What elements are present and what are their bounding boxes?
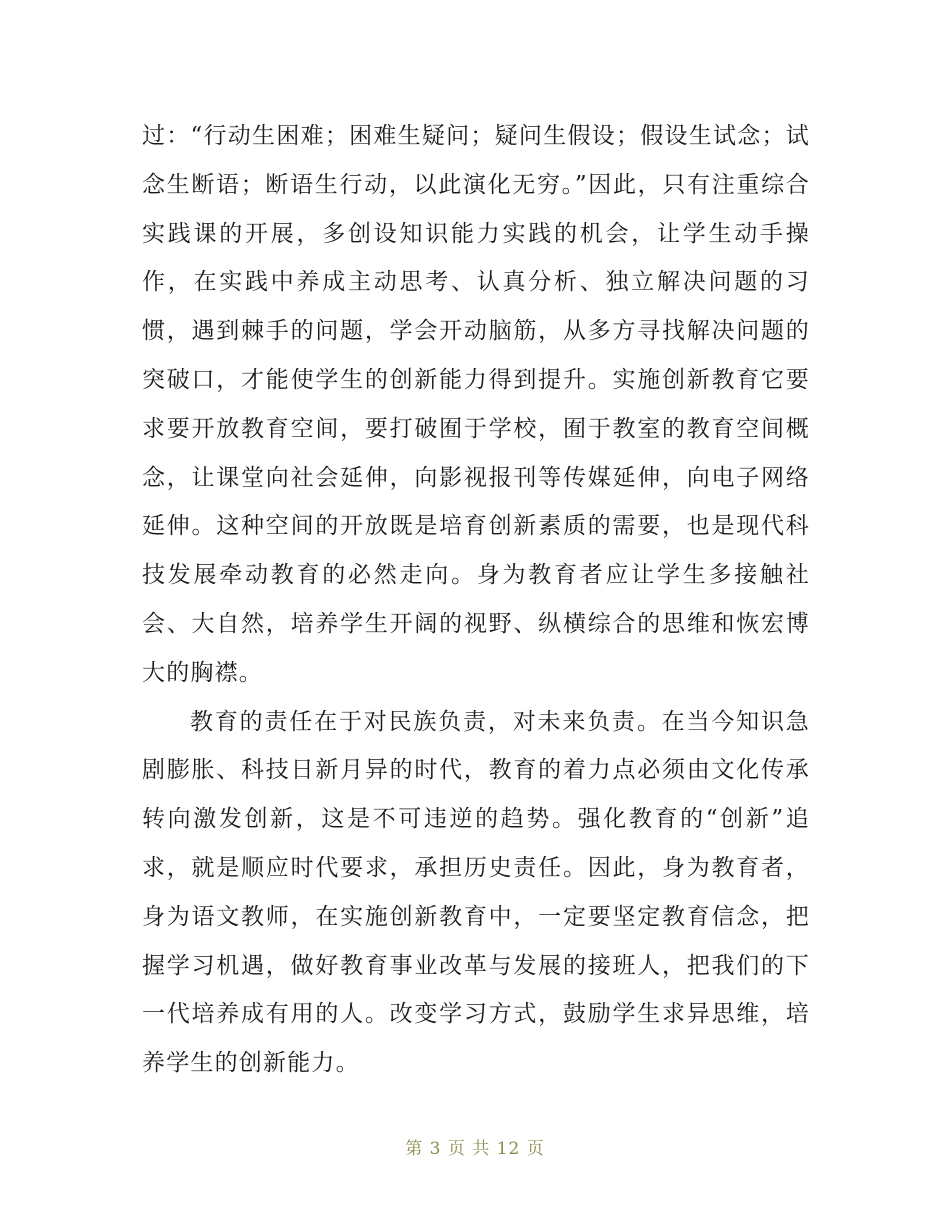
document-body — [142, 112, 810, 1088]
paragraph-2: 教育的责任在于对民族负责，对未来负责。在当今知识急剧膨胀、科技日新月异的时代，教育的着力点必须由文化传承转向激发创新，这是不可违逆的趋势。强化教育的“创新”追求，就是顺应时代要求，承担历史责任。因此，身为教育者，身为语文教师，在实施创新教育中，一定要坚定教育信念，把握学习机遇，做好教育事业改革与发展的接班人，把我们的下一代培养成有用的人。改变学习方式，鼓励学生求异思维，培养学生的创新能力。 — [142, 708, 810, 1077]
page-number-footer: 第 3 页 共 12 页 — [405, 1139, 545, 1159]
paragraph-1: 过：“行动生困难；困难生疑问；疑问生假设；假设生试念；试念生断语；断语生行动，以此演化无穷。”因此，只有注重综合实践课的开展，多创设知识能力实践的机会，让学生动手操作，在实践中养成主动思考、认真分析、独立解决问题的习惯，遇到棘手的问题，学会开动脑筋，从多方寻找解决问题的突破口，才能使学生的创新能力得到提升。实施创新教育它要求要开放教育空间，要打破囿于学校，囿于教室的教育空间概念，让课堂向社会延伸，向影视报刊等传媒延伸，向电子网络延伸。这种空间的开放既是培育创新素质的需要，也是现代科技发展牵动教育的必然走向。身为教育者应让学生多接触社会、大自然，培养学生开阔的视野、纵横综合的思维和恢宏博大的胸襟。 — [142, 123, 810, 686]
